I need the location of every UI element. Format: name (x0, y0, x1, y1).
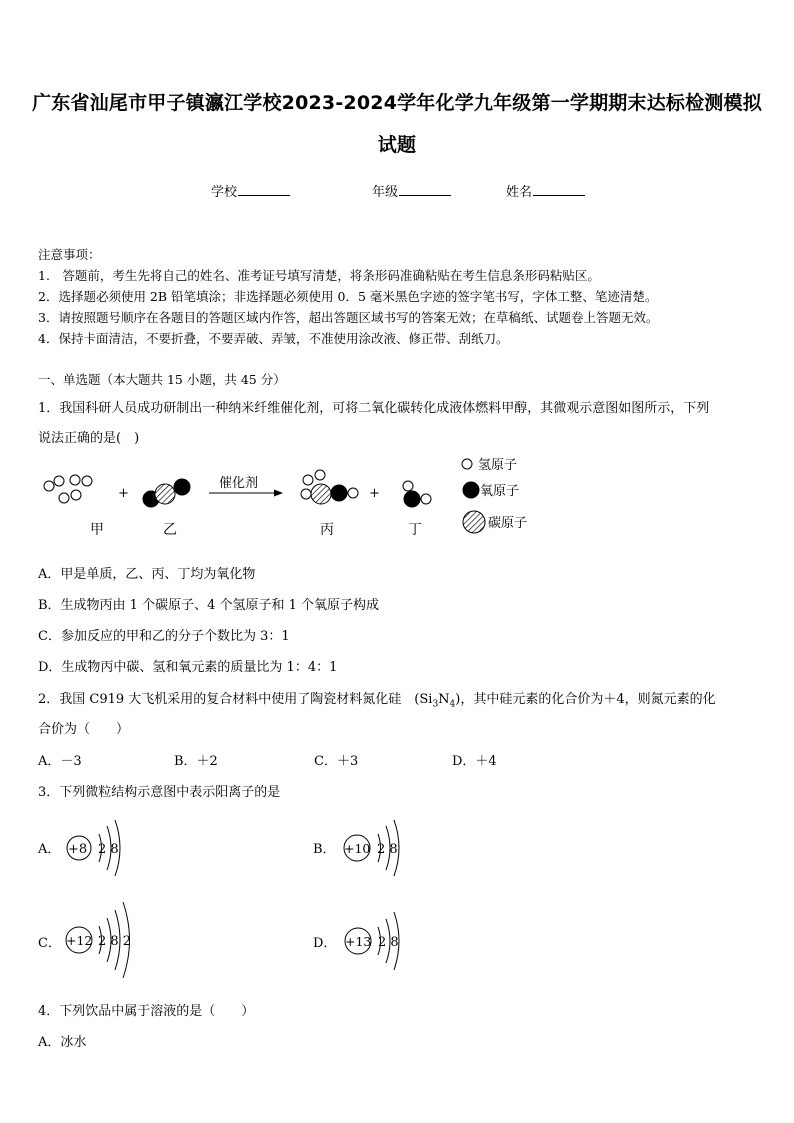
q1-stem: 1．我国科研人员成功研制出一种纳米纤维催化剂，可将二氧化碳转化成液体燃料甲醇，其微观示意图如图所示，下列 (38, 401, 710, 416)
name-field: 姓名 (506, 181, 585, 200)
hydrogen-legend-icon (462, 459, 472, 469)
molecule-jia (44, 475, 92, 503)
svg-text:+10: +10 (344, 841, 371, 856)
q1-option-b: B．生成物丙由 1 个碳原子、4 个氢原子和 1 个氧原子构成 (38, 598, 380, 613)
legend-oxygen: 氧原子 (480, 484, 520, 499)
school-blank (238, 183, 290, 196)
svg-text:+13: +13 (345, 934, 372, 949)
q3-option-a-letter: A． (38, 842, 61, 857)
legend-hydrogen: 氢原子 (478, 458, 518, 473)
q2-stem: 2．我国 C919 大飞机采用的复合材料中使用了陶瓷材料氮化硅 $(Si_3N_4)$，其中硅元素的化合价为＋4，则氮元素的化 (38, 692, 716, 710)
grade-field: 年级 (372, 181, 451, 200)
plus-sign: + (369, 486, 380, 501)
grade-blank (399, 183, 451, 196)
q2-stem-line2: 合价为（ ） (38, 722, 130, 737)
svg-text:2 8 2: 2 8 2 (98, 934, 132, 949)
atom-diagram-c (62, 898, 152, 982)
svg-text:2 8: 2 8 (98, 842, 119, 857)
notice-item: 2．选择题必须使用 2B 铅笔填涂；非选择题必须使用 0．5 毫米黑色字迹的签字笔书写，字体工整、笔迹清楚。 (38, 289, 658, 304)
q2-option-b: B．＋2 (174, 754, 218, 769)
carbon-legend-icon (463, 511, 485, 533)
svg-text:+12: +12 (66, 933, 93, 948)
q3-option-c-letter: C． (38, 936, 61, 951)
q3-option-d-letter: D． (313, 936, 337, 951)
oxygen-legend-icon (463, 482, 479, 498)
label-bing: 丙 (320, 522, 334, 538)
label-ding: 丁 (408, 522, 422, 538)
reaction-diagram (0, 450, 794, 550)
svg-text:+8: +8 (68, 842, 88, 857)
q1-option-d: D．生成物丙中碳、氢和氧元素的质量比为 1：4：1 (38, 660, 338, 675)
q4-option-a: A．冰水 (38, 1035, 87, 1050)
q1-stem-line2: 说法正确的是( ) (38, 431, 140, 446)
molecule-bing (301, 470, 358, 504)
plus-sign: + (118, 486, 129, 501)
label-yi: 乙 (163, 522, 177, 538)
q1-option-c: C．参加反应的甲和乙的分子个数比为 3：1 (38, 629, 290, 644)
q1-option-a: A．甲是单质，乙、丙、丁均为氧化物 (38, 567, 256, 582)
molecule-ding (403, 481, 431, 507)
atom-diagram-b (336, 812, 416, 884)
notice-item: 3．请按照题号顺序在各题目的答题区域内作答，超出答题区域书写的答案无效；在草稿纸、试题卷上答题无效。 (38, 310, 659, 325)
q4-stem: 4．下列饮品中属于溶液的是（ ） (38, 1004, 255, 1019)
name-blank (533, 183, 585, 196)
q2-option-d: D．＋4 (452, 754, 497, 769)
notice-item: 4．保持卡面清洁，不要折叠，不要弄破、弄皱，不准使用涂改液、修正带、刮纸刀。 (38, 331, 509, 346)
q2-option-c: C．＋3 (314, 754, 359, 769)
arrow-head-icon (274, 490, 283, 497)
legend-carbon: 碳原子 (488, 516, 528, 531)
atom-diagram-a (60, 812, 140, 884)
catalyst-label: 催化剂 (219, 476, 259, 491)
page-title: 广东省汕尾市甲子镇瀛江学校2023-2024学年化学九年级第一学期期末达标检测模拟 (32, 92, 762, 114)
q2-option-a: A．－3 (38, 754, 82, 769)
svg-text:2 8: 2 8 (378, 935, 399, 950)
atom-diagram-d (338, 904, 418, 978)
school-field: 学校 (211, 181, 290, 200)
notice-heading: 注意事项： (38, 247, 101, 262)
q3-option-b-letter: B． (313, 842, 336, 857)
label-jia: 甲 (90, 522, 104, 538)
molecule-yi (143, 479, 190, 507)
notice-item: 1. 答题前，考生先将自己的姓名、准考证号填写清楚，将条形码准确粘贴在考生信息条形码粘贴区。 (38, 268, 600, 283)
page-title-line2: 试题 (377, 134, 417, 156)
q3-stem: 3．下列微粒结构示意图中表示阳离子的是 (38, 785, 281, 800)
section-heading: 一、单选题（本大题共 15 小题，共 45 分） (38, 372, 286, 387)
svg-text:2 8: 2 8 (377, 842, 398, 857)
